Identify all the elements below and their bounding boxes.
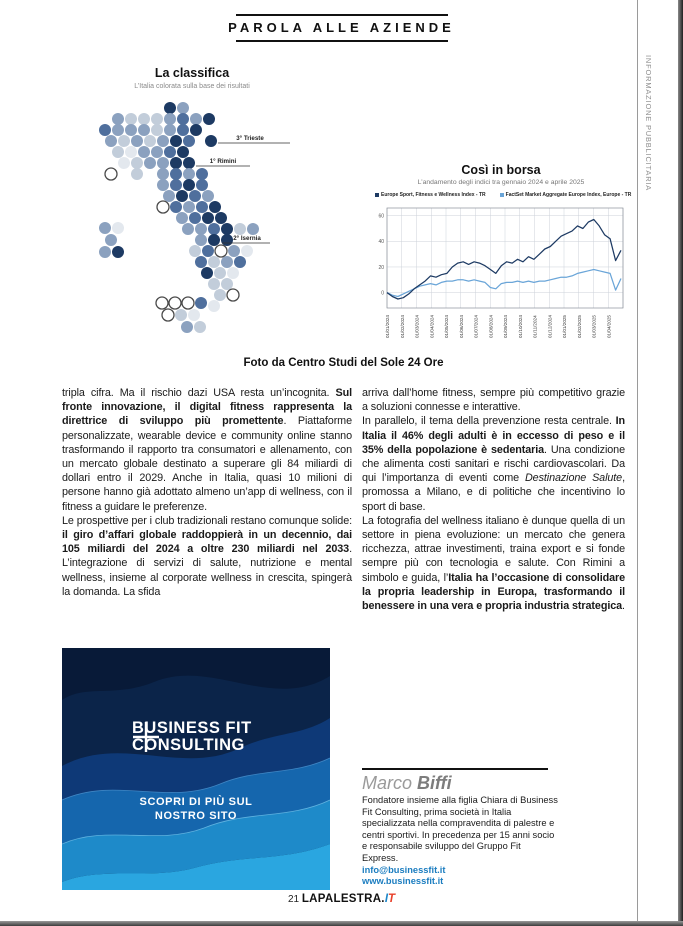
- svg-text:01/01/2024: 01/01/2024: [385, 315, 391, 338]
- ad-cta[interactable]: SCOPRI DI PIÙ SUL NOSTRO SITO: [139, 796, 253, 822]
- footer-brand: LAPALESTRA.: [301, 893, 385, 905]
- svg-text:01/11/2024: 01/11/2024: [532, 315, 538, 338]
- svg-text:3° Trieste: 3° Trieste: [236, 135, 264, 142]
- bio-email-link[interactable]: info@businessfit.it: [362, 864, 446, 875]
- svg-text:01/10/2024: 01/10/2024: [517, 315, 523, 338]
- svg-text:40: 40: [378, 239, 384, 246]
- bio-website-link[interactable]: www.businessfit.it: [362, 876, 444, 887]
- svg-text:01/06/2024: 01/06/2024: [458, 315, 464, 338]
- map-chart: [92, 66, 292, 337]
- ad-wave-background: [62, 648, 330, 890]
- info-vertical-note: INFORMAZIONE PUBBLICITARIA: [644, 55, 653, 192]
- svg-text:01/04/2024: 01/04/2024: [429, 315, 435, 338]
- svg-text:20: 20: [378, 264, 384, 271]
- author-name: Marco Biffi: [362, 773, 452, 793]
- page-footer: [0, 893, 683, 905]
- svg-text:01/03/2024: 01/03/2024: [414, 315, 420, 338]
- stock-chart-subtitle: L’andamento degli indici tra gennaio 2024 e aprile 2025: [417, 179, 585, 186]
- svg-text:01/04/2025: 01/04/2025: [606, 315, 612, 338]
- paragraph: In parallelo, il tema della prevenzione resta centrale. In Italia il 46% degli adulti è in eccesso di peso e il 35% della popolazione è sedentaria. Una condizione che alimenta costi sanitari e rischi cardiovascolari. Da qui l’importanza di eventi come Destinazione Salute, promossa a Milano, e di politiche che incentivino lo sport di base.: [362, 415, 625, 513]
- svg-text:01/12/2024: 01/12/2024: [547, 315, 553, 338]
- footer-brand-t: T: [388, 893, 396, 905]
- svg-text:0: 0: [381, 290, 384, 297]
- ad-logo: [132, 720, 252, 754]
- footer-brand-i: I: [384, 893, 389, 905]
- legend-swatch-navy: [375, 193, 379, 197]
- svg-text:01/05/2024: 01/05/2024: [444, 315, 450, 338]
- legend-item: [375, 192, 486, 198]
- svg-text:60: 60: [378, 213, 384, 220]
- chart-legend: [373, 192, 632, 198]
- svg-text:1° Rimini: 1° Rimini: [209, 158, 237, 165]
- svg-text:01/09/2024: 01/09/2024: [503, 315, 509, 338]
- map-chart-title: La classifica: [154, 66, 230, 80]
- paragraph: arriva dall’home fitness, sempre più competitivo grazie a soluzioni connesse e interattive.: [362, 387, 625, 414]
- header-rule-bottom: [236, 40, 448, 42]
- bio-rule: [362, 768, 548, 770]
- paragraph: Le prospettive per i club tradizionali restano comunque solide: il giro d’affari globale raddoppierà in un decennio, dai 105 miliardi del 2024 a oltre 230 miliardi nel 2033. L’integrazione di servizi di salute, nutrizione e mental wellness, insieme al corporate wellness in crescita, spingerà la domanda. La sfida: [62, 514, 352, 598]
- svg-text:01/01/2025: 01/01/2025: [562, 315, 568, 338]
- ad-brand-name: BUSINESS FIT CONSULTING: [132, 719, 252, 754]
- stock-chart: [373, 163, 632, 342]
- map-chart-subtitle: L’Italia colorata sulla base dei risultati: [134, 83, 250, 90]
- svg-text:01/02/2024: 01/02/2024: [399, 315, 405, 338]
- svg-text:01/08/2024: 01/08/2024: [488, 315, 494, 338]
- svg-text:2° Isernia: 2° Isernia: [233, 235, 261, 242]
- stock-line-chart: [373, 200, 627, 342]
- legend-item: [500, 192, 632, 198]
- bio-text: Fondatore insieme alla figlia Chiara di Business Fit Consulting, prima società in Italia specializzata nella compravendita di palestre e centri sportivi. In precedenza per 15 anni socio e responsabile sviluppo del Gruppo Fit Express.: [362, 795, 558, 863]
- header-rule-top: [236, 14, 448, 16]
- svg-text:01/07/2024: 01/07/2024: [473, 315, 479, 338]
- stock-chart-title: Così in borsa: [461, 163, 541, 177]
- legend-label: Europe Sport, Fitness e Wellness Index - TR: [381, 192, 486, 198]
- legend-label: FactSet Market Aggregate Europe Index, Europe - TR: [505, 192, 632, 198]
- author-bio: [362, 768, 558, 888]
- article-column-left: [62, 386, 352, 613]
- paragraph: tripla cifra. Ma il rischio dazi USA resta un’incognita. Sul fronte innovazione, il digital fitness rappresenta la direttrice di sviluppo più promettente. Piattaforme personalizzate, wearable device e community online stanno trasformando il rapporto tra consumatori e allenamento, con un mercato globale destinato a superare gli 84 miliardi di dollari entro il 2029. Anche in Italia, quasi 10 milioni di persone hanno già adottato almeno un’app di wellness, con il fitness a guidare le preferenze.: [62, 387, 352, 513]
- content-divider-rule: [637, 0, 638, 926]
- photo-credit-caption: Foto da Centro Studi del Sole 24 Ore: [243, 357, 444, 369]
- plus-icon: [132, 720, 160, 754]
- page-edge-right: [678, 0, 683, 926]
- page-header-title: PAROLA ALLE AZIENDE: [228, 20, 455, 35]
- article-columns: [62, 386, 625, 613]
- page-number: 21: [287, 894, 300, 905]
- article-column-right: [362, 386, 625, 613]
- paragraph: La fotografia del wellness italiano è dunque quella di un settore in piena evoluzione: un mercato che genera ricchezza, attrae investimenti, traina export e si fonde sempre più con tecnologia e salute. Con Rimini a simbolo e guida, l’Italia ha l’occasione di consolidare la propria leadership in Europa, trasformando il benessere in una vera e propria industria strategica.: [362, 514, 625, 613]
- italy-dot-map: [92, 102, 292, 337]
- svg-text:01/03/2025: 01/03/2025: [591, 315, 597, 338]
- legend-swatch-lightblue: [500, 193, 504, 197]
- svg-text:01/02/2025: 01/02/2025: [576, 315, 582, 338]
- ad-banner[interactable]: [62, 648, 330, 890]
- page-edge-bottom: [0, 921, 683, 926]
- page-header: [0, 14, 683, 42]
